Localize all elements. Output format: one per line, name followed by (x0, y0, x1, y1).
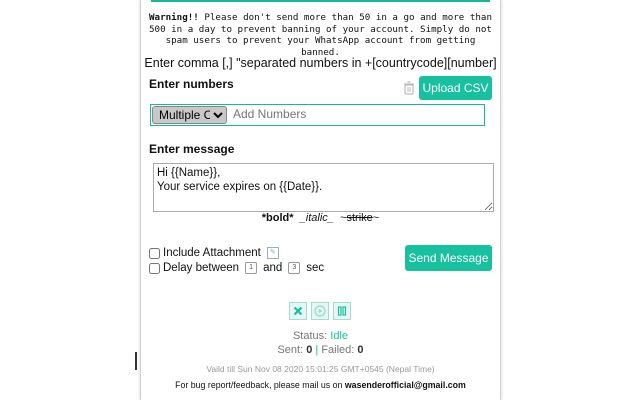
warning-notice (149, 12, 492, 58)
status-label: Status: (292, 330, 328, 342)
numbers-format-hint: Enter comma [,] "separated numbers in +[countrycode][number] (144, 56, 497, 70)
numbers-label: Enter numbers (149, 77, 234, 91)
feedback-email[interactable]: wasenderofficial@gmail.com (344, 380, 466, 390)
feedback-line (141, 380, 500, 390)
delay-max-input[interactable]: 3 (288, 262, 300, 274)
attachment-icon[interactable]: ✎ (267, 247, 279, 259)
delay-min-input[interactable]: 1 (245, 262, 257, 274)
formatting-hint (141, 212, 500, 224)
include-attachment-checkbox[interactable] (149, 248, 160, 259)
status-line (141, 330, 500, 342)
failed-count: 0 (357, 344, 364, 356)
background-edge-mark (135, 352, 137, 370)
message-textarea[interactable] (153, 163, 494, 212)
format-bold: *bold* (261, 212, 294, 224)
delay-checkbox[interactable] (149, 263, 160, 274)
message-label: Enter message (149, 142, 235, 156)
trash-icon[interactable] (403, 81, 415, 95)
play-icon[interactable] (311, 302, 329, 320)
format-strike-prefix: ~ (340, 212, 347, 224)
format-strike: strike (346, 212, 373, 224)
contact-mode-select[interactable] (152, 106, 227, 124)
delay-and-label: and (263, 262, 283, 274)
numbers-input[interactable] (233, 106, 478, 122)
delay-option[interactable] (149, 262, 324, 274)
sent-count: 0 (306, 344, 313, 356)
include-attachment-option[interactable] (149, 247, 279, 259)
numbers-input-row (150, 104, 485, 126)
pause-icon[interactable] (333, 302, 351, 320)
counts-line (141, 344, 500, 356)
failed-label: Failed: (321, 344, 355, 356)
warning-text: Please don't send more than 50 in a go and more than 500 in a day to prevent banning of your account. Simply do not spam users to prevent your WhatsApp account from getting banned. (149, 12, 492, 58)
sent-label: Sent: (277, 344, 304, 356)
counts-separator: | (315, 344, 319, 356)
warning-title: Warning!! (149, 12, 199, 23)
license-validity: Vaild till Sun Nov 08 2020 15:01:25 GMT+0545 (Nepal Time) (206, 364, 435, 374)
send-message-button[interactable]: Send Message (405, 245, 492, 271)
format-strike-suffix: ~ (372, 212, 380, 224)
include-attachment-label: Include Attachment (163, 247, 261, 259)
delay-unit-label: sec (306, 262, 325, 274)
upload-csv-button[interactable]: Upload CSV (419, 76, 492, 100)
extension-popup (140, 0, 501, 400)
x-icon[interactable] (289, 302, 307, 320)
feedback-text: For bug report/feedback, please mail us on (175, 380, 343, 390)
format-italic: _italic_ (299, 212, 334, 224)
status-value: Idle (330, 330, 349, 342)
top-accent-line (151, 0, 490, 2)
delay-label: Delay between (163, 262, 240, 274)
